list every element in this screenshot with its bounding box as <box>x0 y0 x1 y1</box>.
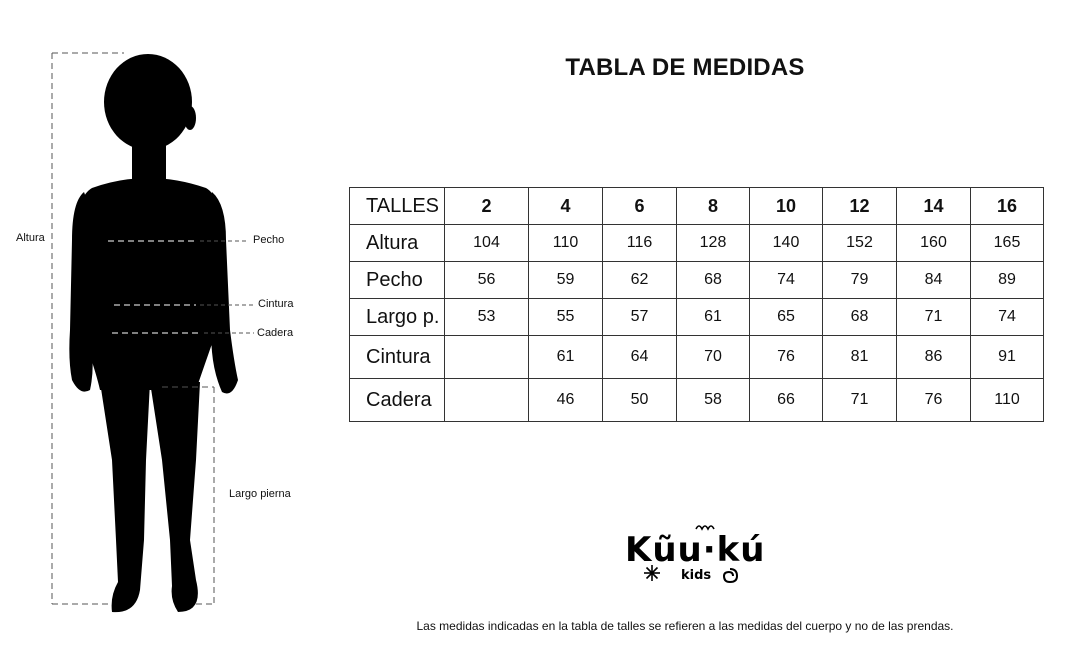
footnote: Las medidas indicadas en la tabla de talles se refieren a las medidas del cuerpo y no de las prendas. <box>416 619 954 633</box>
swirl-icon <box>721 566 739 584</box>
table-row <box>350 262 1044 299</box>
table-cell: 66 <box>750 379 823 422</box>
label-cintura: Cintura <box>258 298 294 310</box>
sparkle-icon <box>643 564 661 582</box>
table-cell: 104 <box>445 225 529 262</box>
row-label: Cintura <box>350 336 445 379</box>
table-cell: 58 <box>677 379 750 422</box>
table-header-label: TALLES <box>350 188 445 225</box>
table-row <box>350 225 1044 262</box>
table-cell: 76 <box>897 379 971 422</box>
row-label: Cadera <box>350 379 445 422</box>
brand-logo-sub: kids <box>681 568 712 583</box>
label-largo-pierna: Largo pierna <box>229 488 291 500</box>
row-label: Largo p. <box>350 299 445 336</box>
table-cell: 165 <box>971 225 1044 262</box>
page-title: TABLA DE MEDIDAS <box>565 54 805 81</box>
size-header: 10 <box>750 188 823 225</box>
size-header: 16 <box>971 188 1044 225</box>
table-cell: 68 <box>677 262 750 299</box>
table-cell: 140 <box>750 225 823 262</box>
table-cell: 84 <box>897 262 971 299</box>
table-cell: 152 <box>823 225 897 262</box>
table-cell: 110 <box>529 225 603 262</box>
table-cell: 64 <box>603 336 677 379</box>
table-cell: 76 <box>750 336 823 379</box>
size-header: 8 <box>677 188 750 225</box>
size-table <box>349 187 1044 422</box>
table-header-row <box>350 188 1044 225</box>
table-cell: 50 <box>603 379 677 422</box>
table-cell: 61 <box>529 336 603 379</box>
size-header: 12 <box>823 188 897 225</box>
table-cell: 116 <box>603 225 677 262</box>
table-row <box>350 299 1044 336</box>
label-cadera: Cadera <box>257 327 294 339</box>
table-row <box>350 336 1044 379</box>
table-cell: 57 <box>603 299 677 336</box>
label-altura: Altura <box>16 232 45 244</box>
table-cell: 86 <box>897 336 971 379</box>
table-cell: 89 <box>971 262 1044 299</box>
table-cell: 56 <box>445 262 529 299</box>
table-cell: 62 <box>603 262 677 299</box>
table-cell: 128 <box>677 225 750 262</box>
table-cell: 110 <box>971 379 1044 422</box>
table-cell: 68 <box>823 299 897 336</box>
table-cell: 71 <box>897 299 971 336</box>
table-cell: 61 <box>677 299 750 336</box>
table-cell: 59 <box>529 262 603 299</box>
label-pecho: Pecho <box>253 234 285 246</box>
table-cell: 53 <box>445 299 529 336</box>
table-cell: 71 <box>823 379 897 422</box>
table-cell: 46 <box>529 379 603 422</box>
table-cell: 74 <box>750 262 823 299</box>
child-silhouette-figure <box>0 0 340 654</box>
table-cell: 55 <box>529 299 603 336</box>
row-label: Pecho <box>350 262 445 299</box>
table-cell: 81 <box>823 336 897 379</box>
table-cell: 79 <box>823 262 897 299</box>
table-cell: 70 <box>677 336 750 379</box>
size-header: 4 <box>529 188 603 225</box>
size-header: 2 <box>445 188 529 225</box>
table-cell <box>445 379 529 422</box>
table-row <box>350 379 1044 422</box>
brand-logo-wordmark: Kũu·kú <box>625 530 766 570</box>
size-header: 14 <box>897 188 971 225</box>
table-cell <box>445 336 529 379</box>
squiggle-icon <box>695 522 715 532</box>
table-cell: 65 <box>750 299 823 336</box>
size-header: 6 <box>603 188 677 225</box>
table-cell: 91 <box>971 336 1044 379</box>
table-cell: 74 <box>971 299 1044 336</box>
table-cell: 160 <box>897 225 971 262</box>
brand-logo <box>625 522 775 592</box>
row-label: Altura <box>350 225 445 262</box>
